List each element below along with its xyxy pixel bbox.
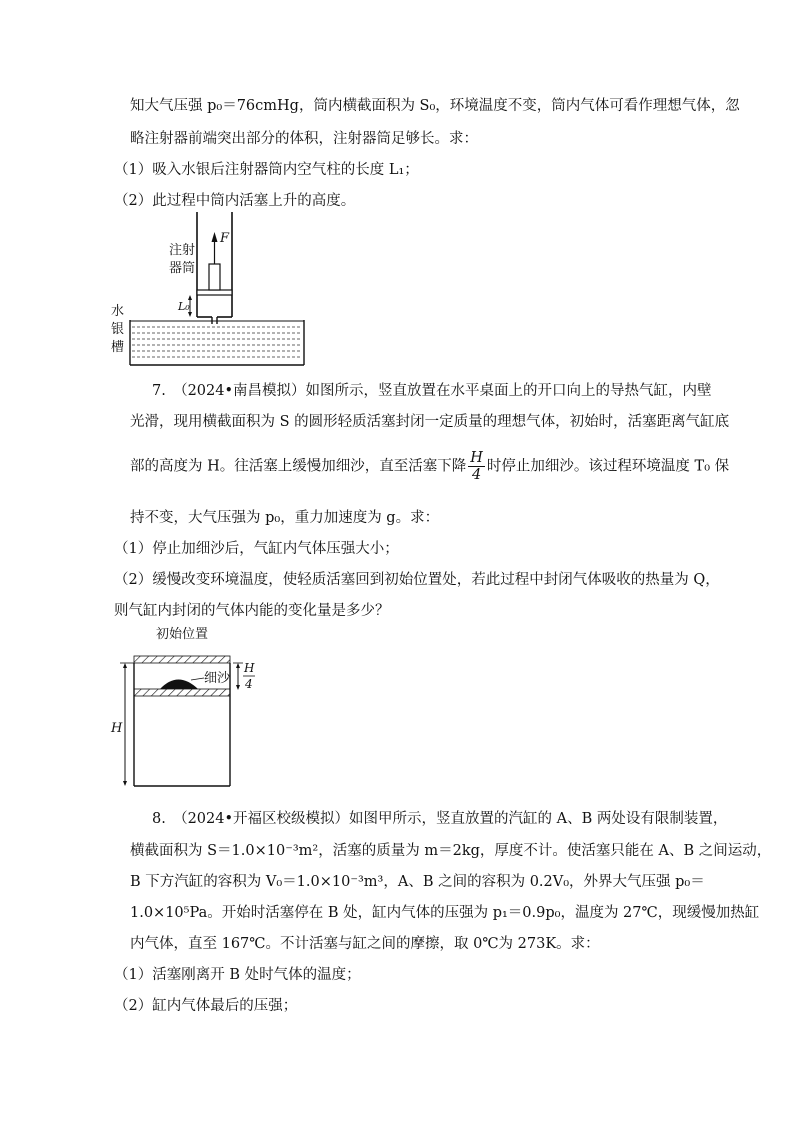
q8-line-2: 横截面积为 S＝1.0×10⁻³m²，活塞的质量为 m＝2kg，厚度不计。使活塞只能在 A、B 之间运动， bbox=[130, 843, 772, 859]
sand-pile-icon bbox=[160, 680, 198, 690]
dimension-h-over-4-den: 4 bbox=[245, 677, 253, 691]
initial-position-label: 初始位置 bbox=[156, 627, 209, 642]
q8-line-4: 1.0×10⁵Pa。开始时活塞停在 B 处，缸内气体的压强为 p₁＝0.9p₀，温度为 27℃，现缓慢加热缸 bbox=[130, 905, 760, 921]
q7-line-1: 7. （2024•南昌模拟）如图所示，竖直放置在水平桌面上的开口向上的导热气缸，内壁 bbox=[152, 383, 712, 399]
q8-line-1: 8. （2024•开福区校级模拟）如图甲所示，竖直放置的汽缸的 A、B 两处设有限制装置， bbox=[152, 811, 728, 827]
q7-line-3-end: 时停止加细沙。该过程环境温度 T₀ 保 bbox=[486, 458, 730, 475]
syringe-label-line-1: 注射 bbox=[169, 243, 196, 258]
q6-part-2: （2）此过程中筒内活塞上升的高度。 bbox=[114, 193, 356, 209]
tank-label-line-3: 槽 bbox=[111, 340, 125, 355]
dimension-h-over-4-num: H bbox=[244, 661, 255, 675]
q6-line-2: 略注射器前端突出部分的体积，注射器筒足够长。求： bbox=[130, 131, 478, 147]
tank-label-line-1: 水 bbox=[111, 304, 125, 319]
q7-cylinder-figure bbox=[108, 620, 268, 792]
q6-line-1: 知大气压强 p₀＝76cmHg，筒内横截面积为 S₀，环境温度不变，筒内气体可看作理想气体，忽 bbox=[130, 98, 740, 114]
force-label: F bbox=[220, 231, 230, 246]
fraction-h-over-4: $\frac{H}{4}$ bbox=[470, 450, 483, 483]
q7-line-2: 光滑，现用横截面积为 S 的圆形轻质活塞封闭一定质量的理想气体，初始时，活塞距离气缸底 bbox=[130, 414, 730, 430]
q7-line-3-start: 部的高度为 H。往活塞上缓慢加细沙，直至活塞下降 bbox=[130, 458, 467, 475]
tank-label-line-2: 银 bbox=[111, 322, 125, 337]
q7-part-2: （2）缓慢改变环境温度，使轻质活塞回到初始位置处，若此过程中封闭气体吸收的热量为 Q， bbox=[114, 572, 720, 588]
syringe-label-line-2: 器筒 bbox=[169, 261, 196, 276]
q8-line-5: 内气体，直至 167℃。不计活塞与缸之间的摩擦，取 0℃为 273K。求： bbox=[130, 936, 600, 952]
q8-part-1: （1）活塞刚离开 B 处时气体的温度； bbox=[114, 967, 361, 983]
length-label: L₀ bbox=[178, 300, 190, 313]
q8-part-2: （2）缸内气体最后的压强； bbox=[114, 998, 298, 1014]
q7-part-2-cont: 则气缸内封闭的气体内能的变化量是多少？ bbox=[114, 603, 390, 619]
q6-syringe-figure bbox=[108, 212, 313, 372]
q7-part-1: （1）停止加细沙后，气缸内气体压强大小； bbox=[114, 541, 399, 557]
q7-line-3 bbox=[130, 450, 729, 483]
q6-part-1: （1）吸入水银后注射器筒内空气柱的长度 L₁； bbox=[114, 162, 419, 178]
q8-line-3: B 下方汽缸的容积为 V₀＝1.0×10⁻³m³，A、B 之间的容积为 0.2V₀，外界大气压强 p₀＝ bbox=[130, 874, 705, 890]
q7-line-4: 持不变，大气压强为 p₀，重力加速度为 g。求： bbox=[130, 510, 440, 526]
height-label: H bbox=[111, 721, 123, 736]
sand-label: 细沙 bbox=[204, 671, 231, 686]
